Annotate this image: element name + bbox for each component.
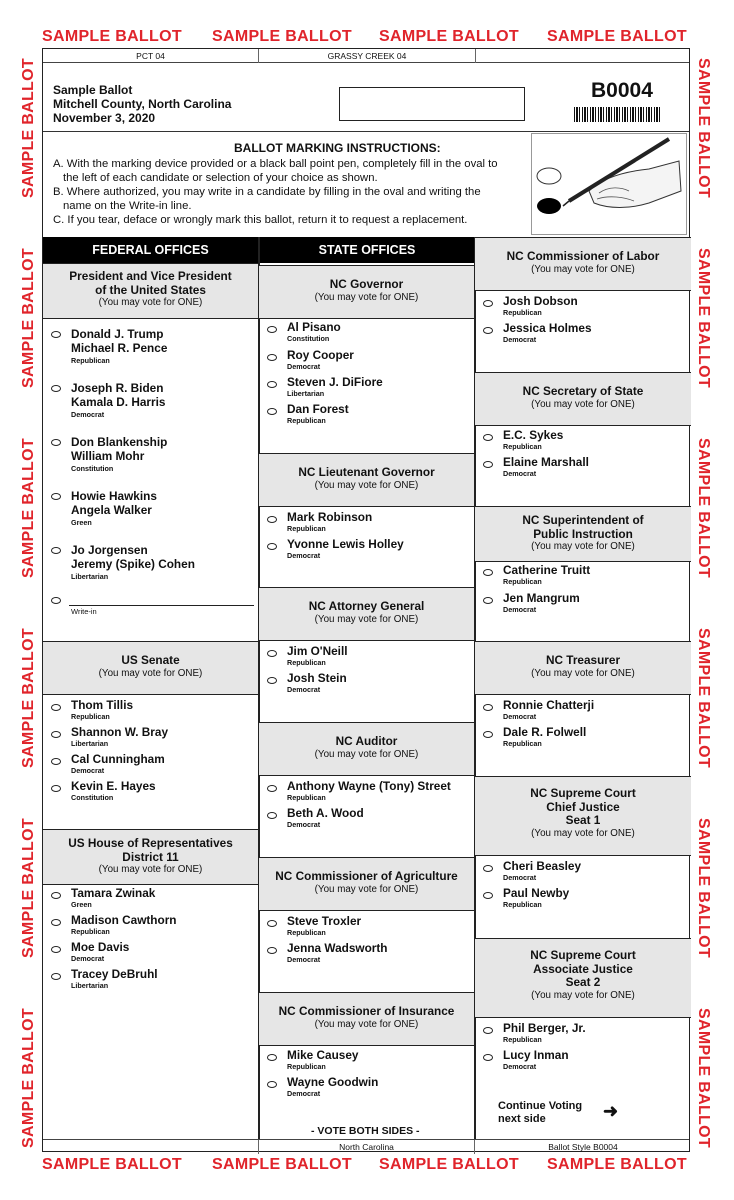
watermark-top-4: SAMPLE BALLOT: [547, 28, 687, 45]
vote-oval[interactable]: [483, 1027, 493, 1034]
vote-oval[interactable]: [483, 300, 493, 307]
watermark-left-1: SAMPLE BALLOT: [20, 58, 37, 198]
watermark-left-6: SAMPLE BALLOT: [20, 1008, 37, 1148]
candidate-jorgensen-cohen[interactable]: Jo Jorgensen Jeremy (Spike) Cohen Libertarian: [43, 541, 258, 591]
blank-box: [339, 87, 525, 121]
vote-oval[interactable]: [51, 704, 61, 711]
candidate-chatterji[interactable]: Ronnie Chatterji Democrat: [475, 697, 691, 723]
candidate-forest[interactable]: Dan Forest Republican: [259, 401, 474, 427]
instruction-b: B. Where authorized, you may write in a candidate by filling in the oval and writing the: [53, 186, 481, 198]
candidate-tillis[interactable]: Thom Tillis Republican: [43, 697, 258, 723]
vote-oval[interactable]: [267, 650, 277, 657]
candidate-cooper[interactable]: Roy Cooper Democrat: [259, 347, 474, 373]
candidate-cawthorn[interactable]: Madison Cawthorn Republican: [43, 912, 258, 938]
watermark-right-4: SAMPLE BALLOT: [695, 628, 712, 768]
candidate-holmes[interactable]: Jessica Holmes Democrat: [475, 320, 691, 346]
vote-oval[interactable]: [483, 569, 493, 576]
candidate-marshall[interactable]: Elaine Marshall Democrat: [475, 454, 691, 480]
contest-nc-lt-governor: NC Lieutenant Governor (You may vote for ONE): [259, 453, 474, 507]
candidate-sykes[interactable]: E.C. Sykes Republican: [475, 427, 691, 453]
candidate-inman[interactable]: Lucy Inman Democrat: [475, 1047, 691, 1073]
federal-offices-header: FEDERAL OFFICES: [43, 237, 258, 263]
candidate-truitt[interactable]: Catherine Truitt Republican: [475, 562, 691, 588]
contest-us-senate: US Senate (You may vote for ONE): [43, 641, 258, 695]
instruction-c: C. If you tear, deface or wrongly mark this ballot, return it to request a replacement.: [53, 214, 468, 226]
watermark-top-1: SAMPLE BALLOT: [42, 28, 182, 45]
continue-voting: Continue Voting next side: [498, 1100, 583, 1125]
watermark-left-4: SAMPLE BALLOT: [20, 628, 37, 768]
vote-oval[interactable]: [267, 516, 277, 523]
ballot-info: [53, 83, 231, 125]
vote-oval[interactable]: [483, 461, 493, 468]
vote-oval[interactable]: [51, 946, 61, 953]
watermark-left-2: SAMPLE BALLOT: [20, 248, 37, 388]
candidate-biden-harris[interactable]: Joseph R. Biden Kamala D. Harris Democrat: [43, 379, 258, 429]
state-offices-header: STATE OFFICES: [259, 237, 475, 263]
vote-oval[interactable]: [483, 597, 493, 604]
vote-oval[interactable]: [267, 1054, 277, 1061]
contest-nc-chief-justice: NC Supreme Court Chief Justice Seat 1 (You may vote for ONE): [475, 776, 691, 856]
watermark-bottom-2: SAMPLE BALLOT: [212, 1156, 352, 1173]
candidate-hayes[interactable]: Kevin E. Hayes Constitution: [43, 778, 258, 804]
vote-oval[interactable]: [51, 731, 61, 738]
vote-oval[interactable]: [267, 812, 277, 819]
candidate-stein[interactable]: Josh Stein Democrat: [259, 670, 474, 696]
watermark-top-2: SAMPLE BALLOT: [212, 28, 352, 45]
candidate-oneill[interactable]: Jim O'Neill Republican: [259, 643, 474, 669]
vote-oval[interactable]: [51, 439, 61, 446]
watermark-top-3: SAMPLE BALLOT: [379, 28, 519, 45]
precinct-number: PCT 04: [136, 51, 165, 61]
candidate-wood[interactable]: Beth A. Wood Democrat: [259, 805, 474, 831]
footer-state: North Carolina: [339, 1142, 394, 1152]
watermark-right-1: SAMPLE BALLOT: [695, 58, 712, 198]
candidate-difiore[interactable]: Steven J. DiFiore Libertarian: [259, 374, 474, 400]
barcode: [574, 107, 662, 122]
vote-oval[interactable]: [267, 785, 277, 792]
vote-oval[interactable]: [51, 331, 61, 338]
vote-oval[interactable]: [51, 785, 61, 792]
vote-oval[interactable]: [51, 919, 61, 926]
vote-oval[interactable]: [483, 704, 493, 711]
candidate-debruhl[interactable]: Tracey DeBruhl Libertarian: [43, 966, 258, 992]
candidate-robinson[interactable]: Mark Robinson Republican: [259, 509, 474, 535]
marking-illustration: [529, 131, 689, 239]
contest-nc-secretary-of-state: NC Secretary of State (You may vote for ONE): [475, 372, 691, 426]
candidate-cunningham[interactable]: Cal Cunningham Democrat: [43, 751, 258, 777]
vote-oval[interactable]: [483, 731, 493, 738]
vote-oval[interactable]: [483, 865, 493, 872]
contest-nc-superintendent: NC Superintendent of Public Instruction (You may vote for ONE): [475, 506, 691, 562]
vote-oval[interactable]: [51, 892, 61, 899]
contest-nc-treasurer: NC Treasurer (You may vote for ONE): [475, 641, 691, 695]
candidate-dobson[interactable]: Josh Dobson Republican: [475, 293, 691, 319]
candidate-wadsworth[interactable]: Jenna Wadsworth Democrat: [259, 940, 474, 966]
precinct-name: GRASSY CREEK 04: [327, 51, 407, 61]
writein-label: Write-in: [71, 607, 97, 616]
vote-oval[interactable]: [51, 547, 61, 554]
watermark-bottom-4: SAMPLE BALLOT: [547, 1156, 687, 1173]
watermark-left-3: SAMPLE BALLOT: [20, 438, 37, 578]
vote-oval[interactable]: [51, 493, 61, 500]
contest-nc-insurance: NC Commissioner of Insurance (You may vote for ONE): [259, 992, 474, 1046]
contest-nc-agriculture: NC Commissioner of Agriculture (You may vote for ONE): [259, 857, 474, 911]
instructions-title: BALLOT MARKING INSTRUCTIONS:: [234, 141, 441, 155]
candidate-mangrum[interactable]: Jen Mangrum Democrat: [475, 590, 691, 616]
vote-oval[interactable]: [267, 947, 277, 954]
vote-oval[interactable]: [483, 1054, 493, 1061]
vote-oval[interactable]: [267, 408, 277, 415]
vote-oval[interactable]: [267, 543, 277, 550]
vote-oval[interactable]: [51, 597, 61, 604]
vote-oval[interactable]: [483, 327, 493, 334]
watermark-right-5: SAMPLE BALLOT: [695, 818, 712, 958]
vote-oval[interactable]: [267, 920, 277, 927]
contest-us-house: US House of Representatives District 11 (You may vote for ONE): [43, 829, 258, 885]
candidate-troxler[interactable]: Steve Troxler Republican: [259, 913, 474, 939]
vote-oval[interactable]: [267, 381, 277, 388]
vote-oval[interactable]: [51, 385, 61, 392]
writein-line[interactable]: [69, 605, 254, 606]
vote-both-sides: - VOTE BOTH SIDES -: [311, 1125, 420, 1137]
vote-oval[interactable]: [483, 434, 493, 441]
candidate-street[interactable]: Anthony Wayne (Tony) Street Republican: [259, 778, 474, 804]
candidate-zwinak[interactable]: Tamara Zwinak Green: [43, 885, 258, 911]
candidate-pisano[interactable]: Al Pisano Constitution: [259, 319, 474, 345]
candidate-causey[interactable]: Mike Causey Republican: [259, 1047, 474, 1073]
candidate-berger[interactable]: Phil Berger, Jr. Republican: [475, 1020, 691, 1046]
vote-oval[interactable]: [483, 892, 493, 899]
watermark-bottom-3: SAMPLE BALLOT: [379, 1156, 519, 1173]
candidate-holley[interactable]: Yvonne Lewis Holley Democrat: [259, 536, 474, 562]
contest-nc-associate-justice: NC Supreme Court Associate Justice Seat 2 (You may vote for ONE): [475, 938, 691, 1018]
candidate-trump-pence[interactable]: Donald J. Trump Michael R. Pence Republican: [43, 325, 258, 375]
writein-president[interactable]: [43, 593, 258, 619]
contest-nc-labor: NC Commissioner of Labor (You may vote for ONE): [475, 237, 691, 291]
election-date: November 3, 2020: [53, 111, 156, 125]
vote-oval[interactable]: [267, 1081, 277, 1088]
ballot-sheet: [42, 48, 690, 1152]
candidate-hawkins-walker[interactable]: Howie Hawkins Angela Walker Green: [43, 487, 258, 537]
contest-president: President and Vice President of the United States (You may vote for ONE): [43, 263, 258, 319]
watermark-bottom-1: SAMPLE BALLOT: [42, 1156, 182, 1173]
vote-oval[interactable]: [267, 326, 277, 333]
watermark-right-2: SAMPLE BALLOT: [695, 248, 712, 388]
candidate-bray[interactable]: Shannon W. Bray Libertarian: [43, 724, 258, 750]
right-arrow-icon: ➜: [603, 1101, 619, 1121]
candidate-goodwin[interactable]: Wayne Goodwin Democrat: [259, 1074, 474, 1100]
ballot-footer: [43, 1139, 689, 1153]
candidate-blankenship-mohr[interactable]: Don Blankenship William Mohr Constitution: [43, 433, 258, 483]
footer-ballot-style: Ballot Style B0004: [548, 1142, 618, 1152]
county-label: Mitchell County, North Carolina: [53, 97, 232, 111]
watermark-right-6: SAMPLE BALLOT: [695, 1008, 712, 1148]
contest-nc-attorney-general: NC Attorney General (You may vote for ONE): [259, 587, 474, 641]
watermark-left-5: SAMPLE BALLOT: [20, 818, 37, 958]
ballot-code: B0004: [591, 79, 653, 102]
ballot-label: Sample Ballot: [53, 83, 133, 97]
instruction-a: A. With the marking device provided or a black ball point pen, completely fill in the oval to the left of each candidate or selection of your choice as shown. B. Where authorized, you may write in a candidate by filling in the oval and writing the name on the Write-in line. C. If you tear, deface or wrongly mark this ballot, return it to request a replacement.: [53, 157, 521, 227]
candidate-beasley[interactable]: Cheri Beasley Democrat: [475, 858, 691, 884]
vote-oval[interactable]: [51, 973, 61, 980]
vote-oval[interactable]: [267, 354, 277, 361]
candidate-davis[interactable]: Moe Davis Democrat: [43, 939, 258, 965]
contest-nc-auditor: NC Auditor (You may vote for ONE): [259, 722, 474, 776]
contest-nc-governor: NC Governor (You may vote for ONE): [259, 265, 474, 319]
watermark-right-3: SAMPLE BALLOT: [695, 438, 712, 578]
candidate-newby[interactable]: Paul Newby Republican: [475, 885, 691, 911]
precinct-header: [43, 49, 689, 63]
vote-oval[interactable]: [51, 758, 61, 765]
candidate-folwell[interactable]: Dale R. Folwell Republican: [475, 724, 691, 750]
vote-oval[interactable]: [267, 677, 277, 684]
